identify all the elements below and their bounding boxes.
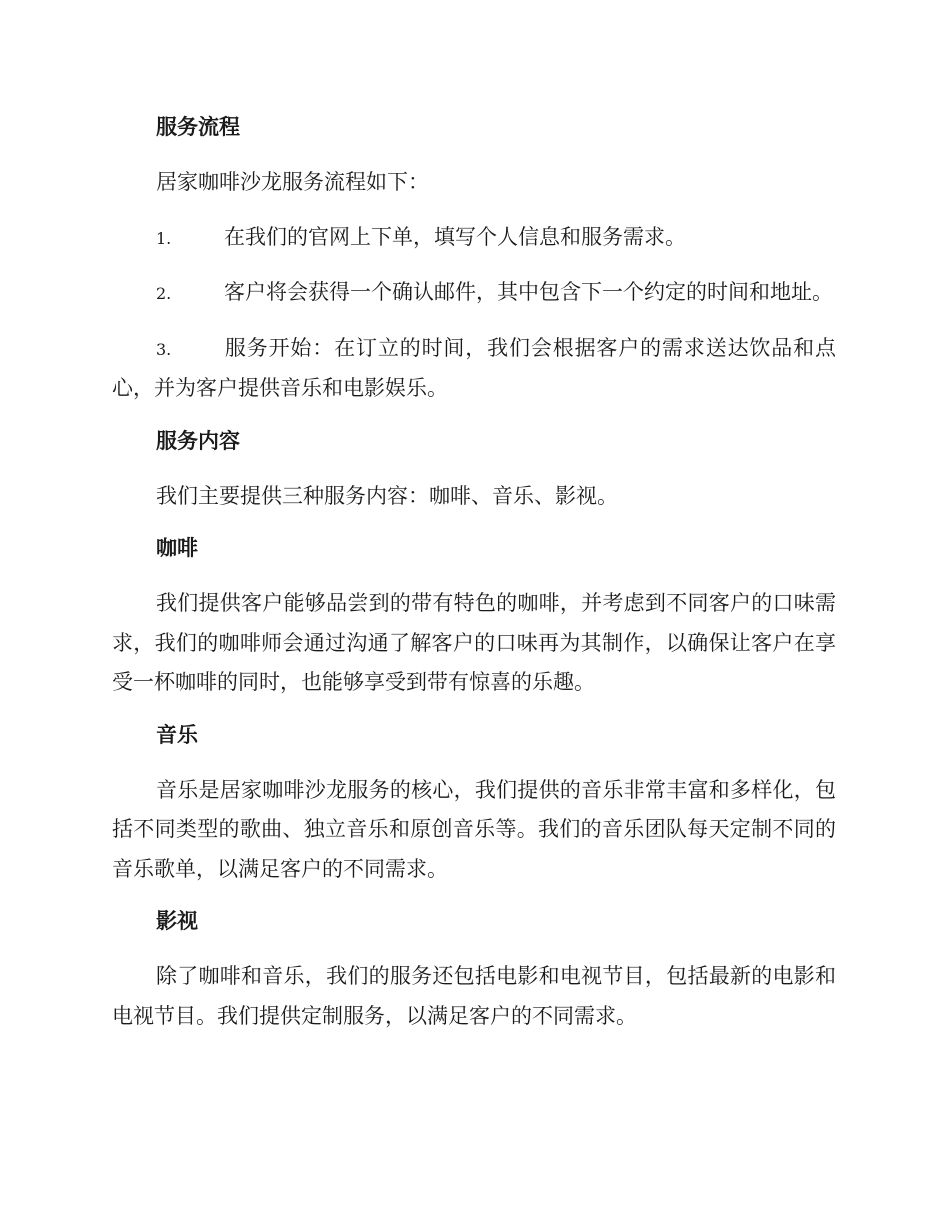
coffee-paragraph: 我们提供客户能够品尝到的带有特色的咖啡，并考虑到不同客户的口味需求，我们的咖啡师会通过沟通了解客户的口味再为其制作，以确保让客户在享受一杯咖啡的同时，也能够享受到带有惊喜的乐趣。 <box>112 591 836 694</box>
music-paragraph: 音乐是居家咖啡沙龙服务的核心，我们提供的音乐非常丰富和多样化，包括不同类型的歌曲、独立音乐和原创音乐等。我们的音乐团队每天定制不同的音乐歌单，以满足客户的不同需求。 <box>112 777 836 881</box>
film-paragraph: 除了咖啡和音乐，我们的服务还包括电影和电视节目，包括最新的电影和电视节目。我们提供定制服务，以满足客户的不同需求。 <box>112 964 836 1028</box>
list-number: 1. <box>156 228 172 248</box>
section-heading-music: 音乐 <box>156 721 198 747</box>
process-intro: 居家咖啡沙龙服务流程如下： <box>156 170 429 194</box>
content-paragraph: 我们主要提供三种服务内容：咖啡、音乐、影视。 <box>156 483 618 508</box>
list-item <box>112 329 836 409</box>
list-item <box>112 218 836 259</box>
list-item <box>112 273 836 314</box>
list-item-text: 服务开始：在订立的时间，我们会根据客户的需求送达饮品和点心，并为客户提供音乐和电影娱乐。 <box>112 335 836 400</box>
document-page <box>112 110 836 1051</box>
list-item-text: 客户将会获得一个确认邮件，其中包含下一个约定的时间和地址。 <box>224 280 833 304</box>
section-heading-content: 服务内容 <box>156 427 240 453</box>
list-item-text: 在我们的官网上下单，填写个人信息和服务需求。 <box>224 224 686 249</box>
section-heading-coffee: 咖啡 <box>156 535 198 560</box>
list-number: 2. <box>156 284 172 303</box>
section-heading-film: 影视 <box>156 908 198 933</box>
section-heading-process: 服务流程 <box>156 114 240 139</box>
list-number: 3. <box>156 339 172 359</box>
